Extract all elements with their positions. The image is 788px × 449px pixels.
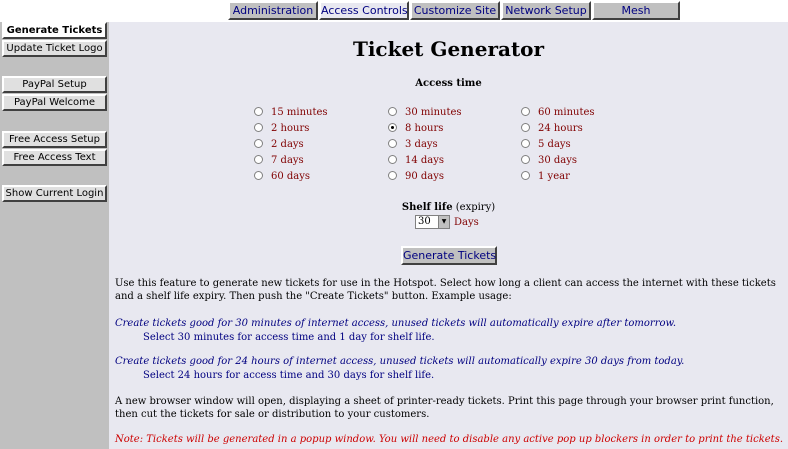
top-nav — [0, 0, 788, 22]
shelf-life-value: 30 — [418, 216, 431, 227]
radio-90-days[interactable] — [388, 171, 444, 184]
radio-5-days[interactable] — [521, 139, 571, 152]
radio-dot — [388, 139, 397, 148]
radio-14-days[interactable] — [388, 155, 444, 168]
radio-dot — [521, 171, 530, 180]
radio-3-days[interactable] — [388, 139, 438, 152]
generate-tickets-button[interactable]: Generate Tickets — [401, 246, 497, 265]
radio-15-minutes[interactable] — [254, 107, 328, 120]
shelf-life-row — [415, 215, 479, 230]
radio-dot — [521, 107, 530, 116]
description-text: Use this feature to generate new tickets for use in the Hotspot. Select how long a client can access the internet with these tickets and a shelf life expiry. Then push the "Create Tickets" button. Example usage: — [115, 278, 776, 302]
radio-dot — [521, 155, 530, 164]
radio-label: 3 days — [405, 139, 438, 150]
radio-30-days[interactable] — [521, 155, 577, 168]
example-1-instructions: Select 30 minutes for access time and 1 day for shelf life. — [143, 332, 435, 343]
radio-label: 14 days — [405, 155, 445, 166]
sidebar-item-free-access-text[interactable]: Free Access Text — [2, 149, 107, 166]
tab-administration[interactable]: Administration — [228, 1, 318, 20]
radio-dot — [521, 123, 530, 132]
radio-dot — [254, 107, 263, 116]
radio-label: 15 minutes — [271, 107, 328, 118]
browser-window-note: A new browser window will open, displaying a sheet of printer-ready tickets. Print this page through your browser print function, then cut the tickets for sale or distribution to your customers. — [115, 396, 774, 420]
radio-label: 30 minutes — [405, 107, 462, 118]
radio-dot — [388, 107, 397, 116]
radio-dot — [388, 171, 397, 180]
tab-customize-site[interactable]: Customize Site — [410, 1, 500, 20]
example-2-instructions: Select 24 hours for access time and 30 days for shelf life. — [143, 370, 435, 381]
radio-dot — [388, 155, 397, 164]
access-time-label: Access time — [415, 78, 482, 89]
radio-label: 90 days — [405, 171, 445, 182]
radio-24-hours[interactable] — [521, 123, 583, 136]
radio-label: 2 hours — [271, 123, 310, 134]
example-2-text: Create tickets good for 24 hours of internet access, unused tickets will automatically expire 30 days from today. — [115, 356, 685, 367]
chevron-down-icon[interactable]: ▼ — [438, 216, 449, 228]
radio-label: 1 year — [538, 171, 570, 182]
sidebar-item-generate-tickets[interactable]: Generate Tickets — [2, 22, 107, 39]
sidebar — [0, 22, 109, 449]
sidebar-item-paypal-setup[interactable]: PayPal Setup — [2, 76, 107, 93]
tab-network-setup[interactable]: Network Setup — [501, 1, 591, 20]
radio-label: 7 days — [271, 155, 304, 166]
radio-60-days[interactable] — [254, 171, 310, 184]
radio-label: 60 days — [271, 171, 311, 182]
shelf-life-suffix: (expiry) — [455, 202, 496, 213]
page-title: Ticket Generator — [352, 37, 545, 61]
radio-dot — [254, 171, 263, 180]
radio-label: 24 hours — [538, 123, 583, 134]
radio-label: 8 hours — [405, 123, 444, 134]
radio-2-days[interactable] — [254, 139, 304, 152]
main-panel — [109, 22, 788, 449]
radio-dot-selected — [388, 123, 397, 132]
radio-label: 2 days — [271, 139, 304, 150]
popup-blocker-note: Note: Tickets will be generated in a popup window. You will need to disable any active pop up blockers in order to print the tickets. — [115, 434, 783, 445]
radio-dot — [254, 123, 263, 132]
shelf-life-unit: Days — [454, 216, 479, 228]
shelf-life-select[interactable] — [415, 215, 450, 229]
example-1-text: Create tickets good for 30 minutes of internet access, unused tickets will automatically expire after tomorrow. — [115, 318, 677, 329]
shelf-life-label — [109, 202, 788, 213]
radio-8-hours[interactable] — [388, 123, 443, 136]
radio-dot — [521, 139, 530, 148]
radio-label: 60 minutes — [538, 107, 595, 118]
sidebar-item-show-current-login[interactable]: Show Current Login — [2, 185, 107, 202]
radio-label: 5 days — [538, 139, 571, 150]
radio-30-minutes[interactable] — [388, 107, 462, 120]
shelf-life-title: Shelf life — [401, 202, 453, 213]
radio-dot — [254, 155, 263, 164]
radio-2-hours[interactable] — [254, 123, 309, 136]
radio-7-days[interactable] — [254, 155, 304, 168]
sidebar-item-update-ticket-logo[interactable]: Update Ticket Logo — [2, 40, 107, 57]
sidebar-item-paypal-welcome[interactable]: PayPal Welcome — [2, 94, 107, 111]
radio-dot — [254, 139, 263, 148]
tab-access-controls[interactable]: Access Controls — [319, 1, 409, 20]
sidebar-item-free-access-setup[interactable]: Free Access Setup — [2, 131, 107, 148]
radio-1-year[interactable] — [521, 171, 570, 184]
radio-label: 30 days — [538, 155, 578, 166]
tab-mesh[interactable]: Mesh — [592, 1, 680, 20]
radio-60-minutes[interactable] — [521, 107, 595, 120]
